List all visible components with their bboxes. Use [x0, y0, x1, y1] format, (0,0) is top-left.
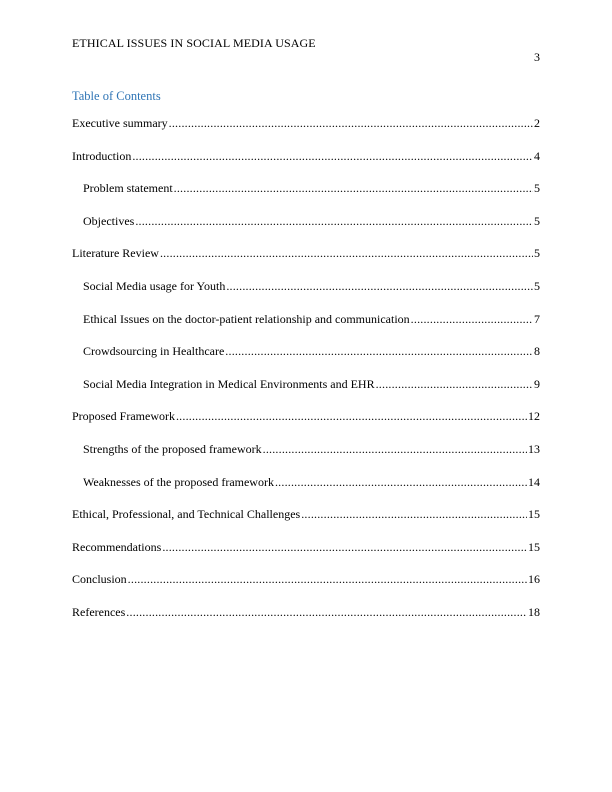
toc-entry-conclusion[interactable]: [72, 572, 540, 605]
toc-entry-page: 5: [534, 213, 540, 228]
toc-entry-page: 16: [528, 572, 540, 587]
toc-entry-page: 5: [534, 246, 540, 261]
toc-entry-label: Strengths of the proposed framework: [83, 441, 262, 456]
toc-entry-executive-summary[interactable]: [72, 116, 540, 149]
toc-entry-strengths-of-framework[interactable]: [72, 442, 540, 475]
toc-title: Table of Contents: [72, 89, 161, 103]
toc-entry-objectives[interactable]: [72, 214, 540, 247]
toc-entry-social-media-usage-for-youth[interactable]: [72, 279, 540, 312]
toc-leader-dots: [225, 344, 533, 359]
toc-entry-page: 9: [534, 376, 540, 391]
toc-entry-label: Social Media usage for Youth: [83, 278, 226, 293]
toc-entry-label: Proposed Framework: [72, 409, 175, 424]
toc-entry-label: Literature Review: [72, 246, 159, 261]
toc-entry-social-media-integration-ehr[interactable]: [72, 377, 540, 410]
toc-entry-label: Ethical Issues on the doctor-patient relationship and communication: [83, 311, 410, 326]
toc-leader-dots: [162, 540, 527, 555]
toc-entry-introduction[interactable]: [72, 149, 540, 182]
toc-entry-page: 4: [534, 148, 540, 163]
toc-entry-page: 8: [534, 344, 540, 359]
toc-entry-label: Crowdsourcing in Healthcare: [83, 344, 225, 359]
toc-entry-ethical-professional-technical[interactable]: [72, 507, 540, 540]
toc-entry-problem-statement[interactable]: [72, 181, 540, 214]
toc-leader-dots: [132, 149, 533, 164]
toc-leader-dots: [376, 377, 533, 392]
toc-entry-page: 5: [534, 181, 540, 196]
toc-entry-label: References: [72, 604, 126, 619]
toc-entry-crowdsourcing-in-healthcare[interactable]: [72, 344, 540, 377]
toc-entry-page: 13: [528, 441, 540, 456]
toc-entry-label: Introduction: [72, 148, 132, 163]
toc-entry-label: Social Media Integration in Medical Environments and EHR: [83, 376, 375, 391]
toc-entry-page: 15: [528, 539, 540, 554]
toc-leader-dots: [169, 116, 533, 131]
toc-leader-dots: [160, 246, 533, 261]
toc-entry-ethical-issues-doctor-patient[interactable]: [72, 312, 540, 345]
toc-entry-recommendations[interactable]: [72, 540, 540, 573]
toc-entry-page: 5: [534, 278, 540, 293]
toc-entry-label: Problem statement: [83, 181, 173, 196]
toc-entry-label: Objectives: [83, 213, 135, 228]
toc-leader-dots: [263, 442, 527, 457]
toc-entry-page: 15: [528, 507, 540, 522]
toc-entry-label: Recommendations: [72, 539, 162, 554]
toc-entry-page: 12: [528, 409, 540, 424]
toc-entry-proposed-framework[interactable]: [72, 409, 540, 442]
table-of-contents: [72, 116, 540, 638]
toc-leader-dots: [275, 475, 527, 490]
toc-leader-dots: [226, 279, 533, 294]
toc-entry-label: Ethical, Professional, and Technical Challenges: [72, 507, 301, 522]
toc-leader-dots: [176, 409, 527, 424]
page-number: 3: [534, 50, 540, 64]
toc-leader-dots: [126, 605, 527, 620]
running-head: ETHICAL ISSUES IN SOCIAL MEDIA USAGE: [72, 36, 316, 50]
toc-leader-dots: [411, 312, 533, 327]
toc-entry-literature-review[interactable]: [72, 246, 540, 279]
toc-entry-label: Conclusion: [72, 572, 127, 587]
toc-entry-label: Executive summary: [72, 116, 168, 130]
toc-leader-dots: [301, 507, 527, 522]
toc-entry-label: Weaknesses of the proposed framework: [83, 474, 274, 489]
toc-entry-references[interactable]: [72, 605, 540, 638]
toc-leader-dots: [128, 572, 527, 587]
toc-entry-page: 18: [528, 604, 540, 619]
toc-entry-page: 7: [534, 311, 540, 326]
toc-entry-page: 14: [528, 474, 540, 489]
toc-entry-page: 2: [534, 116, 540, 130]
toc-leader-dots: [135, 214, 533, 229]
toc-leader-dots: [174, 181, 533, 196]
toc-entry-weaknesses-of-framework[interactable]: [72, 475, 540, 508]
